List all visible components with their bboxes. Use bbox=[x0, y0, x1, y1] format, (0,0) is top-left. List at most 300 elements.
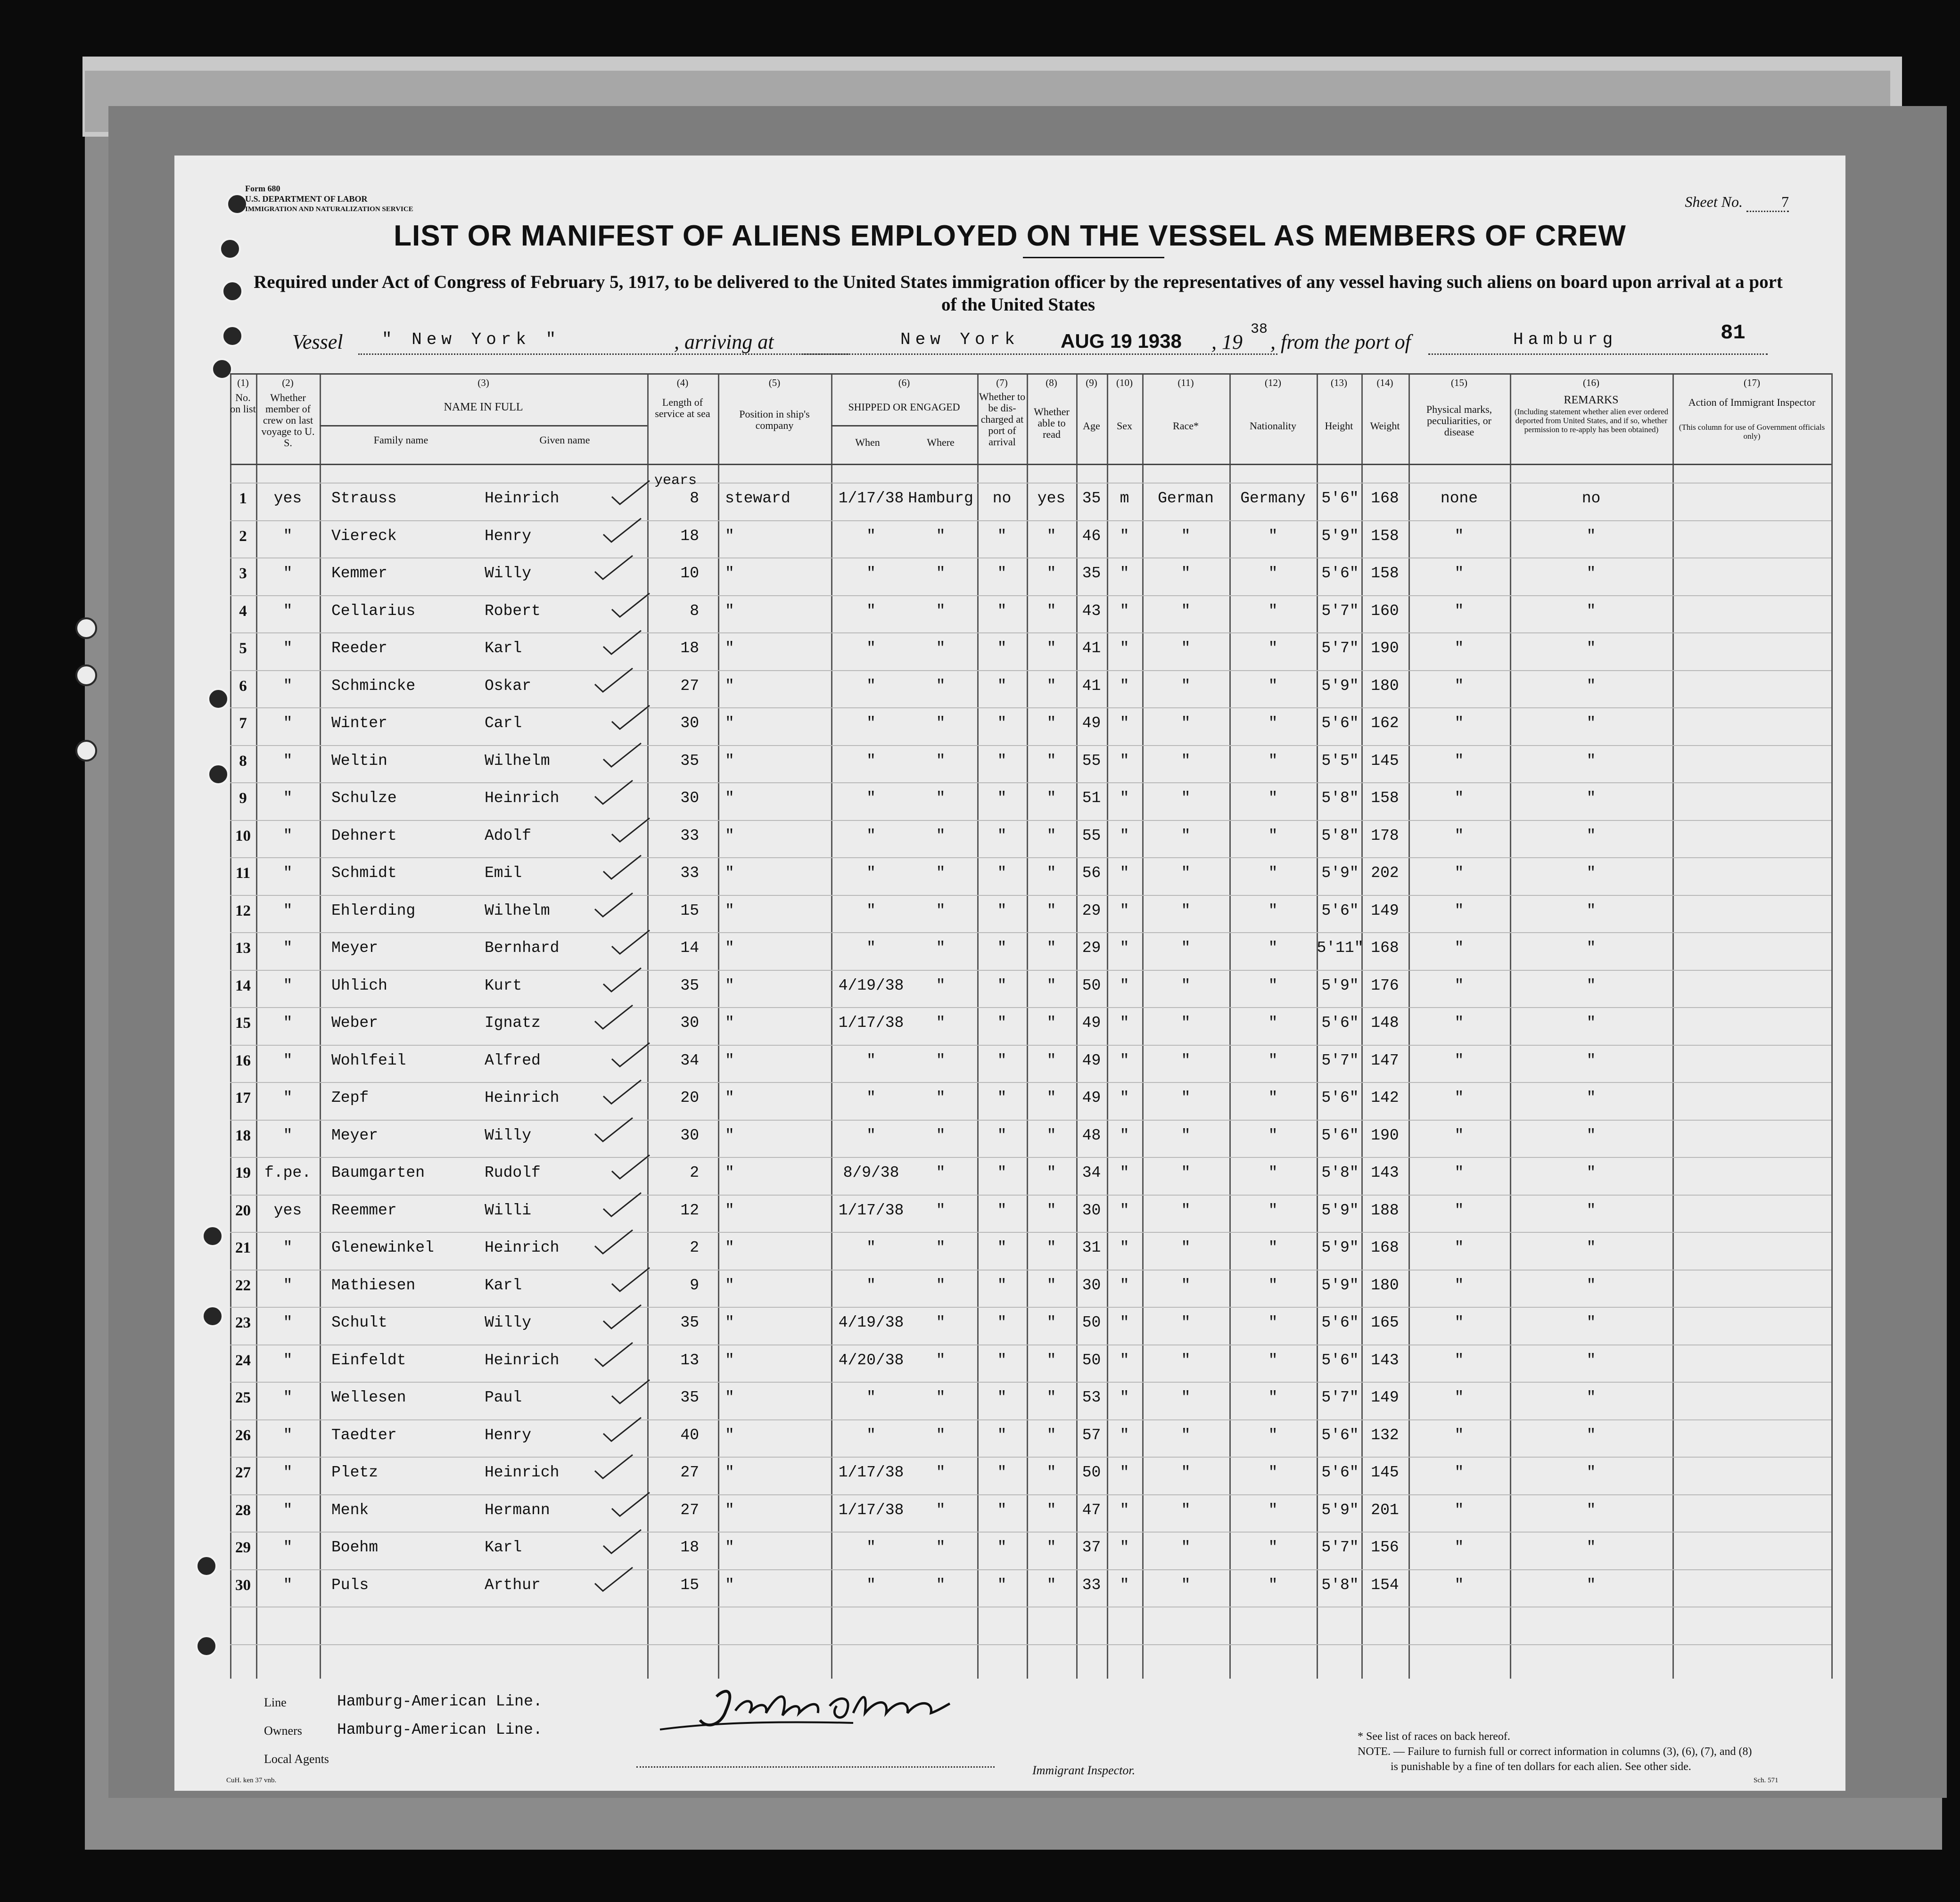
col-num-13: (13) bbox=[1331, 377, 1347, 388]
cell-weight: 158 bbox=[1371, 565, 1399, 582]
cell-position: " bbox=[725, 864, 734, 882]
cell-race: German bbox=[1158, 490, 1214, 507]
binder-hole bbox=[196, 1555, 217, 1577]
cell-height: 5'9" bbox=[1321, 677, 1359, 695]
cell-height: 5'6" bbox=[1321, 1426, 1359, 1444]
check-mark-icon bbox=[601, 853, 643, 882]
cell-remarks: " bbox=[1586, 939, 1596, 957]
cell-disch: " bbox=[997, 1052, 1007, 1069]
cell-where: " bbox=[936, 864, 946, 882]
cell-position: " bbox=[725, 1352, 734, 1369]
cell-sex: " bbox=[1120, 677, 1129, 695]
binder-hole bbox=[75, 664, 97, 686]
cell-when: " bbox=[866, 1127, 876, 1144]
check-mark-icon bbox=[609, 928, 652, 957]
col-num-15: (15) bbox=[1451, 377, 1467, 388]
cell-marks: " bbox=[1454, 1089, 1464, 1107]
column-rule bbox=[718, 373, 719, 1679]
col-head-name: NAME IN FULL bbox=[444, 401, 523, 413]
cell-where: " bbox=[936, 1089, 946, 1107]
cell-sex: " bbox=[1120, 602, 1129, 620]
cell-disch: " bbox=[997, 677, 1007, 695]
row-rule bbox=[230, 1195, 1831, 1196]
cell-given: Carl bbox=[485, 714, 522, 732]
column-rule bbox=[320, 373, 321, 1679]
cell-family: Schmidt bbox=[331, 864, 397, 882]
cell-service: 15 bbox=[680, 1576, 699, 1594]
col-num-1: (1) bbox=[237, 377, 249, 388]
row-rule bbox=[230, 483, 1831, 484]
cell-family: Zepf bbox=[331, 1089, 369, 1107]
cell-given: Heinrich bbox=[485, 789, 560, 807]
cell-sex: " bbox=[1120, 1501, 1129, 1519]
cell-age: 41 bbox=[1082, 639, 1101, 657]
cell-no: 10 bbox=[235, 828, 251, 844]
cell-height: 5'6" bbox=[1321, 714, 1359, 732]
cell-disch: " bbox=[997, 939, 1007, 957]
cell-sex: " bbox=[1120, 1089, 1129, 1107]
cell-read: " bbox=[1046, 1239, 1056, 1256]
check-mark-icon bbox=[609, 1378, 652, 1406]
cell-given: Karl bbox=[485, 1277, 522, 1294]
cell-read: " bbox=[1046, 1352, 1056, 1369]
cell-given: Paul bbox=[485, 1389, 522, 1406]
row-rule bbox=[230, 632, 1831, 633]
cell-where: " bbox=[936, 602, 946, 620]
cell-marks: " bbox=[1454, 1239, 1464, 1256]
cell-height: 5'7" bbox=[1321, 1389, 1359, 1406]
cell-disch: " bbox=[997, 1576, 1007, 1594]
cell-remarks: " bbox=[1586, 677, 1596, 695]
cell-sex: " bbox=[1120, 1389, 1129, 1406]
sheet-label: Sheet No. bbox=[1685, 193, 1743, 210]
col-num-6: (6) bbox=[898, 377, 910, 388]
col-head-where: Where bbox=[927, 436, 955, 448]
cell-service: 8 bbox=[690, 490, 699, 507]
cell-when: 1/17/38 bbox=[838, 1464, 904, 1481]
owners-value: Hamburg-American Line. bbox=[337, 1721, 543, 1738]
cell-weight: 188 bbox=[1371, 1202, 1399, 1219]
cell-weight: 145 bbox=[1371, 752, 1399, 770]
cell-service: 40 bbox=[680, 1426, 699, 1444]
cell-nat: " bbox=[1268, 1576, 1278, 1594]
cell-remarks: " bbox=[1586, 827, 1596, 844]
from-port: Hamburg bbox=[1513, 330, 1618, 349]
cell-race: " bbox=[1181, 1202, 1191, 1219]
row-rule bbox=[230, 670, 1831, 671]
cell-race: " bbox=[1181, 864, 1191, 882]
cell-given: Heinrich bbox=[485, 1089, 560, 1107]
cell-prev: " bbox=[283, 1277, 293, 1294]
cell-age: 56 bbox=[1082, 864, 1101, 882]
cell-position: " bbox=[725, 602, 734, 620]
cell-height: 5'6" bbox=[1321, 1314, 1359, 1331]
cell-age: 55 bbox=[1082, 752, 1101, 770]
cell-weight: 143 bbox=[1371, 1164, 1399, 1181]
cell-given: Wilhelm bbox=[485, 902, 550, 919]
cell-prev: " bbox=[283, 1539, 293, 1556]
cell-family: Reeder bbox=[331, 639, 387, 657]
col-num-11: (11) bbox=[1178, 377, 1194, 388]
cell-marks: " bbox=[1454, 1314, 1464, 1331]
cell-sex: " bbox=[1120, 789, 1129, 807]
cell-disch: no bbox=[992, 490, 1012, 507]
cell-service: 15 bbox=[680, 902, 699, 919]
cell-weight: 180 bbox=[1371, 677, 1399, 695]
cell-weight: 142 bbox=[1371, 1089, 1399, 1107]
cell-no: 13 bbox=[235, 940, 251, 957]
cell-nat: " bbox=[1268, 602, 1278, 620]
cell-nat: " bbox=[1268, 902, 1278, 919]
cell-service: 27 bbox=[680, 1464, 699, 1481]
row-rule bbox=[230, 1532, 1831, 1533]
cell-when: 4/20/38 bbox=[838, 1352, 904, 1369]
cell-disch: " bbox=[997, 1426, 1007, 1444]
binder-hole bbox=[196, 1635, 217, 1657]
row-rule bbox=[230, 745, 1831, 746]
cell-no: 1 bbox=[239, 490, 247, 507]
sheet-value: 7 bbox=[1746, 193, 1789, 212]
page-number: 81 bbox=[1721, 321, 1746, 345]
cell-no: 17 bbox=[235, 1090, 251, 1107]
cell-marks: " bbox=[1454, 977, 1464, 994]
cell-marks: " bbox=[1454, 714, 1464, 732]
row-rule bbox=[230, 895, 1831, 896]
cell-when: " bbox=[866, 1052, 876, 1069]
cell-no: 24 bbox=[235, 1352, 251, 1369]
cell-where: Hamburg bbox=[908, 490, 973, 507]
cell-no: 25 bbox=[235, 1389, 251, 1406]
cell-remarks: " bbox=[1586, 977, 1596, 994]
cell-nat: " bbox=[1268, 1164, 1278, 1181]
cell-where: " bbox=[936, 827, 946, 844]
cell-read: " bbox=[1046, 1426, 1056, 1444]
cell-service: 10 bbox=[680, 565, 699, 582]
cell-position: " bbox=[725, 639, 734, 657]
vessel-name: " New York " bbox=[382, 330, 561, 349]
cell-where: " bbox=[936, 1426, 946, 1444]
cell-age: 51 bbox=[1082, 789, 1101, 807]
cell-race: " bbox=[1181, 1164, 1191, 1181]
cell-height: 5'6" bbox=[1321, 1014, 1359, 1032]
cell-given: Ignatz bbox=[485, 1014, 541, 1032]
cell-race: " bbox=[1181, 902, 1191, 919]
col-head-marks: Physical marks, peculiarities, or disease bbox=[1426, 403, 1492, 438]
cell-disch: " bbox=[997, 1539, 1007, 1556]
cell-read: " bbox=[1046, 565, 1056, 582]
cell-prev: " bbox=[283, 714, 293, 732]
cell-service: 34 bbox=[680, 1052, 699, 1069]
cell-sex: " bbox=[1120, 1426, 1129, 1444]
cell-given: Emil bbox=[485, 864, 522, 882]
cell-nat: " bbox=[1268, 1352, 1278, 1369]
cell-weight: 156 bbox=[1371, 1539, 1399, 1556]
col-head-race: Race* bbox=[1173, 420, 1199, 432]
cell-nat: Germany bbox=[1240, 490, 1306, 507]
cell-read: " bbox=[1046, 1089, 1056, 1107]
cell-race: " bbox=[1181, 1464, 1191, 1481]
manifest-form bbox=[174, 156, 1845, 1791]
cell-sex: " bbox=[1120, 752, 1129, 770]
cell-service: 18 bbox=[680, 639, 699, 657]
cell-read: yes bbox=[1037, 490, 1066, 507]
cell-race: " bbox=[1181, 1089, 1191, 1107]
row-rule bbox=[230, 595, 1831, 596]
col-num-17: (17) bbox=[1744, 377, 1760, 388]
cell-read: " bbox=[1046, 527, 1056, 545]
cell-when: 1/17/38 bbox=[838, 490, 904, 507]
check-mark-icon bbox=[601, 629, 643, 657]
cell-no: 20 bbox=[235, 1202, 251, 1219]
cell-where: " bbox=[936, 1501, 946, 1519]
check-mark-icon bbox=[601, 516, 643, 545]
cell-read: " bbox=[1046, 902, 1056, 919]
cell-no: 15 bbox=[235, 1015, 251, 1032]
cell-marks: " bbox=[1454, 639, 1464, 657]
cell-weight: 158 bbox=[1371, 527, 1399, 545]
cell-sex: " bbox=[1120, 527, 1129, 545]
cell-disch: " bbox=[997, 1314, 1007, 1331]
cell-family: Wohlfeil bbox=[331, 1052, 406, 1069]
cell-family: Menk bbox=[331, 1501, 369, 1519]
cell-read: " bbox=[1046, 677, 1056, 695]
cell-family: Boehm bbox=[331, 1539, 379, 1556]
cell-where: " bbox=[936, 1127, 946, 1144]
cell-prev: yes bbox=[273, 1202, 302, 1219]
cell-height: 5'7" bbox=[1321, 639, 1359, 657]
col-num-10: (10) bbox=[1116, 377, 1133, 388]
cell-race: " bbox=[1181, 1314, 1191, 1331]
cell-disch: " bbox=[997, 1127, 1007, 1144]
cell-marks: " bbox=[1454, 1352, 1464, 1369]
cell-sex: " bbox=[1120, 939, 1129, 957]
cell-where: " bbox=[936, 1164, 946, 1181]
cell-age: 34 bbox=[1082, 1164, 1101, 1181]
cell-remarks: " bbox=[1586, 1089, 1596, 1107]
cell-marks: " bbox=[1454, 1014, 1464, 1032]
cell-height: 5'9" bbox=[1321, 864, 1359, 882]
cell-nat: " bbox=[1268, 1014, 1278, 1032]
cell-nat: " bbox=[1268, 1314, 1278, 1331]
from-port-label: , from the port of bbox=[1270, 330, 1411, 353]
cell-marks: none bbox=[1440, 490, 1478, 507]
cell-marks: " bbox=[1454, 1389, 1464, 1406]
cell-no: 22 bbox=[235, 1277, 251, 1294]
cell-weight: 168 bbox=[1371, 939, 1399, 957]
cell-remarks: " bbox=[1586, 527, 1596, 545]
cell-service: 33 bbox=[680, 827, 699, 844]
cell-weight: 168 bbox=[1371, 1239, 1399, 1256]
check-mark-icon bbox=[593, 891, 635, 919]
cell-prev: " bbox=[283, 565, 293, 582]
cell-prev: " bbox=[283, 1314, 293, 1331]
page-title: LIST OR MANIFEST OF ALIENS EMPLOYED ON THE VESSEL AS MEMBERS OF CREW bbox=[394, 220, 1626, 252]
col-head-read: Whether able to read bbox=[1034, 406, 1070, 440]
cell-family: Schmincke bbox=[331, 677, 416, 695]
row-rule bbox=[230, 707, 1831, 708]
cell-no: 5 bbox=[239, 640, 247, 657]
cell-age: 49 bbox=[1082, 1052, 1101, 1069]
service-name: IMMIGRATION AND NATURALIZATION SERVICE bbox=[245, 205, 413, 213]
row-rule bbox=[230, 1007, 1831, 1008]
check-mark-icon bbox=[593, 554, 635, 582]
page-subtitle: Required under Act of Congress of February 5, 1917, to be delivered to the United States immigration officer by the representatives of any vessel having such aliens on board upon arrival at a port of the United States bbox=[254, 272, 1783, 315]
vessel-label: Vessel bbox=[292, 330, 343, 353]
date-stamp: AUG 19 1938 bbox=[1061, 330, 1182, 352]
check-mark-icon bbox=[609, 1491, 652, 1519]
cell-disch: " bbox=[997, 1501, 1007, 1519]
cell-prev: " bbox=[283, 1239, 293, 1256]
cell-marks: " bbox=[1454, 1202, 1464, 1219]
cell-nat: " bbox=[1268, 1464, 1278, 1481]
check-mark-icon bbox=[593, 1566, 635, 1594]
cell-race: " bbox=[1181, 827, 1191, 844]
cell-no: 16 bbox=[235, 1052, 251, 1069]
col-num-8: (8) bbox=[1046, 377, 1057, 388]
cell-given: Henry bbox=[485, 1426, 532, 1444]
cell-no: 27 bbox=[235, 1464, 251, 1481]
cell-remarks: " bbox=[1586, 1164, 1596, 1181]
cell-when: " bbox=[866, 639, 876, 657]
cell-read: " bbox=[1046, 602, 1056, 620]
cell-marks: " bbox=[1454, 527, 1464, 545]
cell-height: 5'9" bbox=[1321, 1501, 1359, 1519]
cell-sex: " bbox=[1120, 1202, 1129, 1219]
cell-remarks: " bbox=[1586, 1239, 1596, 1256]
cell-position: " bbox=[725, 1426, 734, 1444]
cell-where: " bbox=[936, 639, 946, 657]
cell-position: " bbox=[725, 565, 734, 582]
cell-remarks: " bbox=[1586, 565, 1596, 582]
crew-table bbox=[230, 373, 1831, 1679]
cell-read: " bbox=[1046, 1202, 1056, 1219]
cell-age: 50 bbox=[1082, 1464, 1101, 1481]
cell-when: " bbox=[866, 714, 876, 732]
cell-weight: 165 bbox=[1371, 1314, 1399, 1331]
cell-weight: 201 bbox=[1371, 1501, 1399, 1519]
cell-family: Winter bbox=[331, 714, 387, 732]
cell-nat: " bbox=[1268, 639, 1278, 657]
cell-position: " bbox=[725, 1089, 734, 1107]
cell-marks: " bbox=[1454, 1052, 1464, 1069]
cell-prev: " bbox=[283, 602, 293, 620]
col-num-5: (5) bbox=[768, 377, 781, 388]
race-note: * See list of races on back hereof. bbox=[1358, 1730, 1510, 1743]
cell-remarks: " bbox=[1586, 1501, 1596, 1519]
cell-prev: " bbox=[283, 1352, 293, 1369]
row-rule bbox=[230, 1120, 1831, 1121]
cell-race: " bbox=[1181, 1352, 1191, 1369]
cell-when: 1/17/38 bbox=[838, 1202, 904, 1219]
cell-service: 9 bbox=[690, 1277, 699, 1294]
cell-position: " bbox=[725, 1202, 734, 1219]
cell-when: 4/19/38 bbox=[838, 977, 904, 994]
row-rule bbox=[230, 932, 1831, 933]
header-rule bbox=[230, 464, 1831, 465]
cell-read: " bbox=[1046, 864, 1056, 882]
check-mark-icon bbox=[609, 591, 652, 620]
cell-remarks: " bbox=[1586, 1352, 1596, 1369]
cell-age: 53 bbox=[1082, 1389, 1101, 1406]
cell-height: 5'6" bbox=[1321, 1127, 1359, 1144]
cell-race: " bbox=[1181, 1426, 1191, 1444]
col-head-height: Height bbox=[1325, 420, 1353, 432]
cell-no: 18 bbox=[235, 1127, 251, 1144]
cell-marks: " bbox=[1454, 1277, 1464, 1294]
row-rule bbox=[230, 1382, 1831, 1383]
cell-race: " bbox=[1181, 752, 1191, 770]
row-rule bbox=[230, 820, 1831, 821]
cell-family: Reemmer bbox=[331, 1202, 397, 1219]
cell-marks: " bbox=[1454, 827, 1464, 844]
row-rule bbox=[230, 1419, 1831, 1420]
cell-race: " bbox=[1181, 977, 1191, 994]
cell-position: " bbox=[725, 1314, 734, 1331]
cell-position: " bbox=[725, 789, 734, 807]
cell-height: 5'6" bbox=[1321, 902, 1359, 919]
cell-prev: " bbox=[283, 1464, 293, 1481]
check-mark-icon bbox=[609, 816, 652, 844]
cell-service: 30 bbox=[680, 1127, 699, 1144]
inspector-label: Immigrant Inspector. bbox=[1032, 1763, 1136, 1777]
col-num-2: (2) bbox=[282, 377, 294, 388]
cell-race: " bbox=[1181, 714, 1191, 732]
arriving-dotted-line bbox=[801, 353, 1277, 355]
cell-position: " bbox=[725, 1052, 734, 1069]
cell-weight: 154 bbox=[1371, 1576, 1399, 1594]
cell-race: " bbox=[1181, 939, 1191, 957]
cell-age: 55 bbox=[1082, 827, 1101, 844]
cell-sex: " bbox=[1120, 902, 1129, 919]
cell-family: Einfeldt bbox=[331, 1352, 406, 1369]
cell-when: 8/9/38 bbox=[843, 1164, 899, 1181]
cell-age: 50 bbox=[1082, 1352, 1101, 1369]
col-head-shipped: SHIPPED OR ENGAGED bbox=[848, 401, 960, 413]
cell-read: " bbox=[1046, 1277, 1056, 1294]
cell-height: 5'9" bbox=[1321, 977, 1359, 994]
cell-sex: " bbox=[1120, 1052, 1129, 1069]
cell-when: 4/19/38 bbox=[838, 1314, 904, 1331]
cell-prev: " bbox=[283, 639, 293, 657]
cell-disch: " bbox=[997, 1164, 1007, 1181]
cell-given: Heinrich bbox=[485, 490, 560, 507]
cell-height: 5'6" bbox=[1321, 565, 1359, 582]
cell-where: " bbox=[936, 939, 946, 957]
cell-service: 13 bbox=[680, 1352, 699, 1369]
check-mark-icon bbox=[601, 1528, 643, 1556]
cell-where: " bbox=[936, 1539, 946, 1556]
cell-family: Weber bbox=[331, 1014, 379, 1032]
cell-family: Viereck bbox=[331, 527, 397, 545]
cell-age: 48 bbox=[1082, 1127, 1101, 1144]
cell-read: " bbox=[1046, 939, 1056, 957]
cell-no: 2 bbox=[239, 528, 247, 545]
cell-when: " bbox=[866, 1239, 876, 1256]
cell-race: " bbox=[1181, 1014, 1191, 1032]
cell-marks: " bbox=[1454, 1426, 1464, 1444]
cell-no: 21 bbox=[235, 1239, 251, 1256]
print-code: CuH. ken 37 vnb. bbox=[226, 1777, 277, 1784]
cell-service: 2 bbox=[690, 1164, 699, 1181]
cell-disch: " bbox=[997, 565, 1007, 582]
cell-given: Oskar bbox=[485, 677, 532, 695]
cell-disch: " bbox=[997, 1464, 1007, 1481]
cell-race: " bbox=[1181, 1277, 1191, 1294]
cell-service: 35 bbox=[680, 1389, 699, 1406]
col-head-given: Given name bbox=[539, 434, 590, 446]
cell-remarks: " bbox=[1586, 902, 1596, 919]
binder-hole bbox=[207, 763, 229, 785]
